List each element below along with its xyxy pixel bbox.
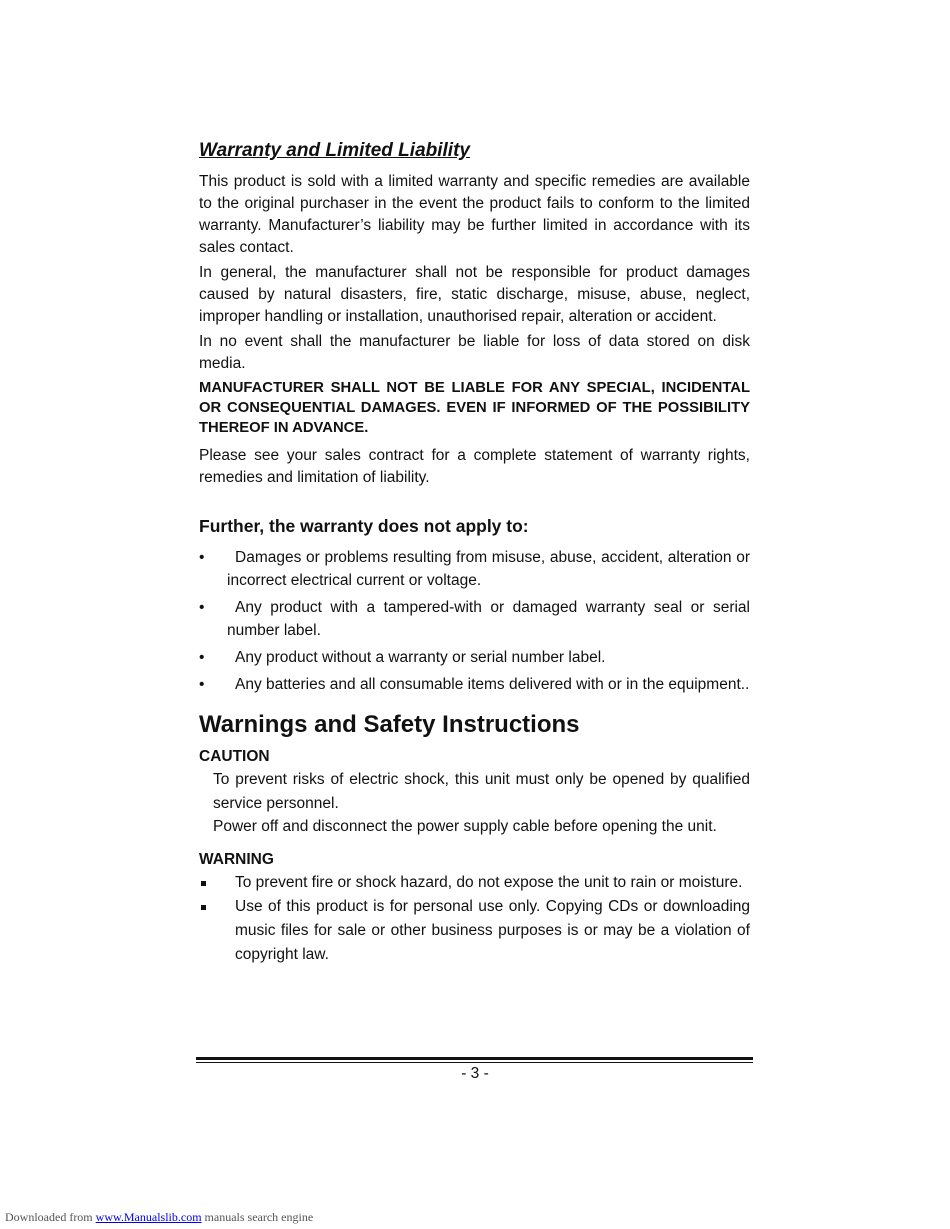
warranty-paragraph-2: In general, the manufacturer shall not be responsible for product damages caused by natural disasters, fire, static discharge, misuse, abuse, neglect, improper handling or installation, unauthorised repair, alteration or accident. — [199, 264, 750, 325]
square-bullet-icon — [201, 905, 206, 910]
list-item: • Damages or problems resulting from misuse, abuse, accident, alteration or incorrect electrical current or voltage. — [199, 546, 750, 592]
list-item: • Any batteries and all consumable items delivered with or in the equipment.. — [199, 673, 750, 696]
list-item: • Any product with a tampered-with or damaged warranty seal or serial number label. — [199, 596, 750, 642]
bullet-icon: • — [199, 599, 205, 616]
caution-line: To prevent risks of electric shock, this unit must only be opened by qualified service personnel. — [213, 771, 750, 812]
caution-label: CAUTION — [199, 748, 270, 765]
warranty-paragraph-5: Please see your sales contract for a complete statement of warranty rights, remedies and limitation of liability. — [199, 447, 750, 486]
download-note — [5, 1210, 313, 1225]
warning-label: WARNING — [199, 850, 274, 868]
list-item: Use of this product is for personal use only. Copying CDs or downloading music files for sale or other business purposes is or may be a violation of copyright law. — [199, 895, 750, 967]
download-suffix: manuals search engine — [204, 1210, 314, 1224]
bullet-icon: • — [199, 649, 205, 666]
exclusions-list — [199, 546, 750, 696]
list-item: • Any product without a warranty or serial number label. — [199, 646, 750, 669]
bullet-icon: • — [199, 549, 205, 566]
caution-line: Power off and disconnect the power supply cable before opening the unit. — [213, 818, 717, 835]
safety-heading: Warnings and Safety Instructions — [199, 711, 580, 738]
liability-disclaimer: MANUFACTURER SHALL NOT BE LIABLE FOR ANY SPECIAL, INCIDENTAL OR CONSEQUENTIAL DAMAGES. EVEN IF INFORMED OF THE POSSIBILITY THEREOF IN ADVANCE. — [199, 380, 750, 436]
bullet-icon: • — [199, 676, 205, 693]
page-number: - 3 - — [461, 1065, 489, 1082]
manualslib-link[interactable]: www.Manualslib.com — [95, 1210, 202, 1224]
square-bullet-icon — [201, 881, 206, 886]
warranty-paragraph-1: This product is sold with a limited warranty and specific remedies are available to the original purchaser in the event the product fails to conform to the limited warranty. Manufacturer’s liability may be further limited in accordance with its sales contact. — [199, 173, 750, 256]
warning-list — [199, 871, 750, 967]
download-prefix: Downloaded from — [5, 1210, 93, 1224]
warranty-paragraph-3: In no event shall the manufacturer be liable for loss of data stored on disk media. — [199, 333, 750, 372]
footer-divider — [196, 1057, 753, 1063]
list-item: To prevent fire or shock hazard, do not expose the unit to rain or moisture. — [199, 871, 750, 895]
exclusions-heading: Further, the warranty does not apply to: — [199, 516, 529, 536]
page-content — [199, 138, 750, 967]
warranty-heading: Warranty and Limited Liability — [199, 140, 470, 161]
